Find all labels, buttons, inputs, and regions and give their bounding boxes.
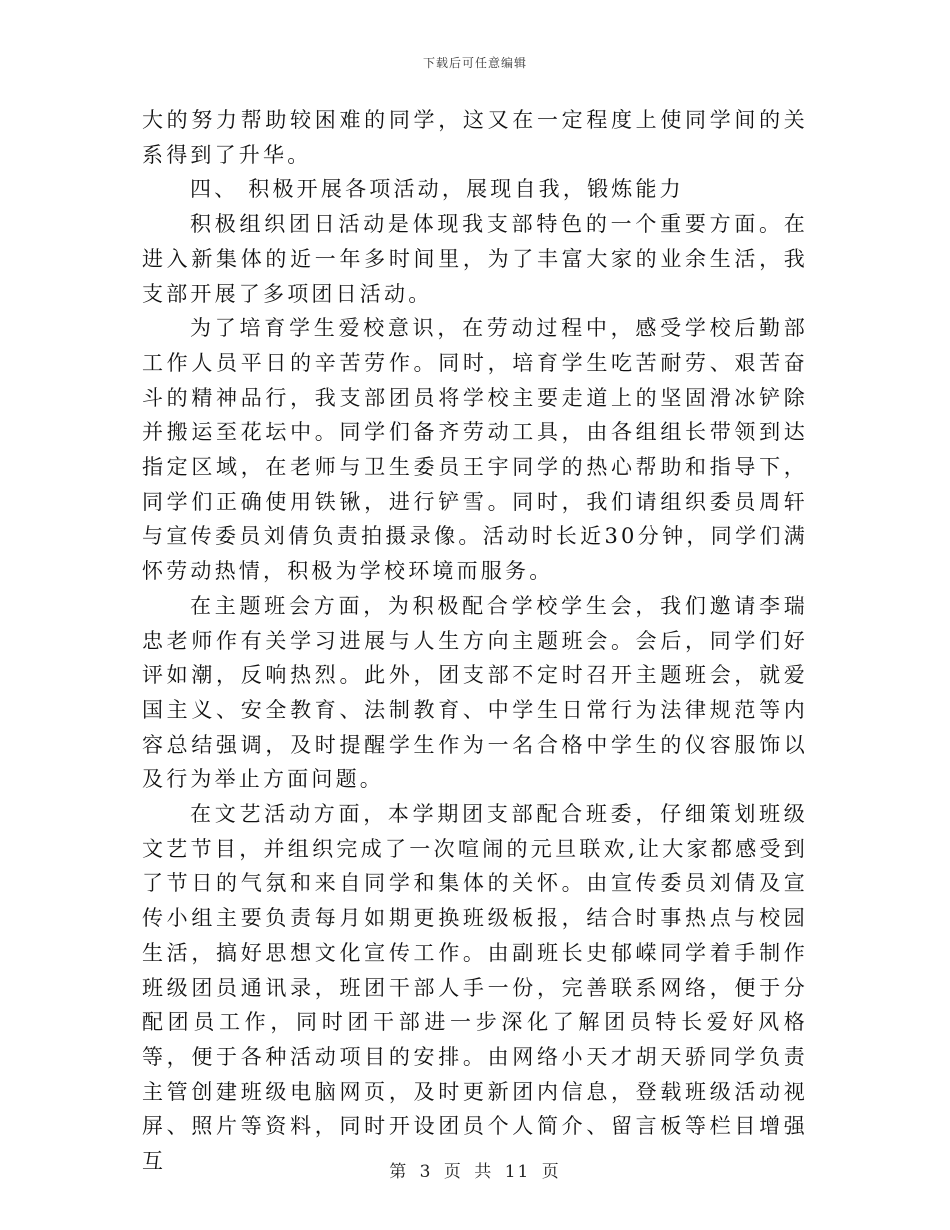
page-number: 第 3 页 共 11 页 (389, 1162, 561, 1182)
paragraph: 积极组织团日活动是体现我支部特色的一个重要方面。在进入新集体的近一年多时间里，为了丰富大家的业余生活，我支部开展了多项团日活动。 (142, 212, 808, 306)
paragraph-continuation: 大的努力帮助较困难的同学，这又在一定程度上使同学间的关系得到了升华。 (142, 108, 808, 167)
page-header: 下载后可任意编辑 (422, 56, 527, 70)
paragraph: 在主题班会方面，为积极配合学校学生会，我们邀请李瑞忠老师作有关学习进展与人生方向主题班会。会后，同学们好评如潮，反响热烈。此外，团支部不定时召开主题班会，就爱国主义、安全教育、法制教育、中学生日常行为法律规范等内容总结强调，及时提醒学生作为一名合格中学生的仪容服饰以及行为举止方面问题。 (142, 593, 808, 792)
paragraph: 在文艺活动方面，本学期团支部配合班委，仔细策划班级文艺节目，并组织完成了一次喧闹的元旦联欢,让大家都感受到了节日的气氛和来自同学和集体的关怀。由宣传委员刘倩及宣传小组主要负责每月如期更换班级板报，结合时事热点与校园生活，搞好思想文化宣传工作。由副班长史郁嵘同学着手制作班级团员通讯录，班团干部人手一份，完善联系网络，便于分配团员工作，同时团干部进一步深化了解团员特长爱好风格等，便于各种活动项目的安排。由网络小天才胡天骄同学负责主管创建班级电脑网页，及时更新团内信息，登载班级活动视屏、照片等资料，同时开设团员个人简介、留言板等栏目增强互 (142, 802, 808, 1174)
document-body (142, 103, 808, 1179)
section-heading: 四、 积极开展各项活动，展现自我，锻炼能力 (190, 177, 684, 202)
paragraph: 为了培育学生爱校意识，在劳动过程中，感受学校后勤部工作人员平日的辛苦劳作。同时，培育学生吃苦耐劳、艰苦奋斗的精神品行，我支部团员将学校主要走道上的坚固滑冰铲除并搬运至花坛中。同学们备齐劳动工具，由各组组长带领到达指定区域，在老师与卫生委员王宇同学的热心帮助和指导下，同学们正确使用铁锹，进行铲雪。同时，我们请组织委员周轩与宣传委员刘倩负责拍摄录像。活动时长近30分钟，同学们满怀劳动热情，积极为学校环境而服务。 (142, 316, 808, 584)
